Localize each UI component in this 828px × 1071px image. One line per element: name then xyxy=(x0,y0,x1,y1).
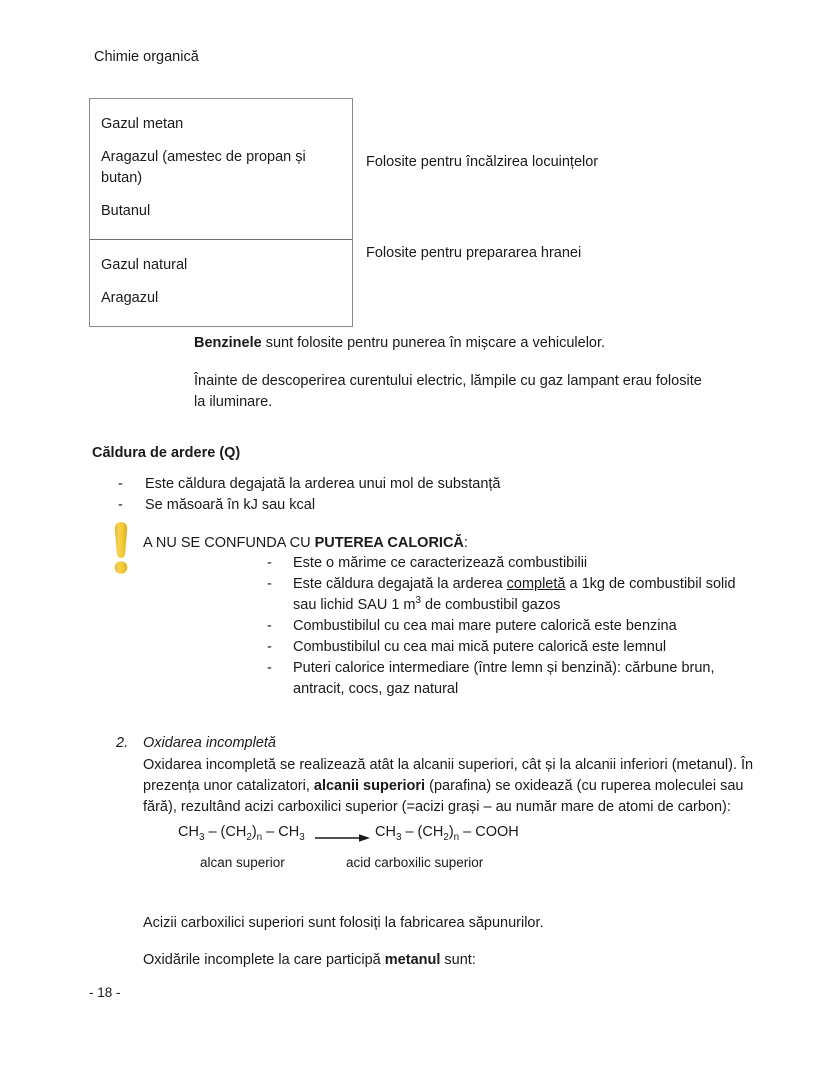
paragraph-oxidarile xyxy=(143,950,703,971)
heading-caldura-de-ardere: Căldura de ardere (Q) xyxy=(92,445,241,461)
warning-bullet-list xyxy=(267,553,757,700)
table-cell-item: Aragazul xyxy=(101,290,159,306)
section-title: Oxidarea incompletă xyxy=(143,735,276,751)
rich-text: Puteri calorice intermediare (între lemn și benzină): cărbune brun, antracit, cocs, gaz natural xyxy=(293,660,715,697)
list-item: - Este căldura degajată la arderea unui mol de substanță xyxy=(118,474,718,495)
warning-emphasis: PUTEREA CALORICĂ xyxy=(314,535,464,551)
list-item xyxy=(267,616,757,637)
list-item xyxy=(267,637,757,658)
rich-text: Este căldura degajată la arderea completă a 1kg de combustibil solid sau lichid SAU 1 $m^3$ de combustibil gazos xyxy=(293,576,736,613)
oxidarile-pre: Oxidările incomplete la care participă xyxy=(143,952,385,968)
usage-table xyxy=(89,98,353,327)
table-row xyxy=(90,99,352,240)
list-item: - Se măsoară în kJ sau kcal xyxy=(118,495,718,516)
table-note: Folosite pentru prepararea hranei xyxy=(366,245,582,261)
section-body-line1: Oxidarea incompletă se realizează atât la alcanii superiori, cât și la alcanii inferiori (metanul). xyxy=(143,757,737,773)
table-cell-item: Butanul xyxy=(101,203,151,219)
right-arrow-icon xyxy=(315,830,371,840)
reaction-label-left: alcan superior xyxy=(200,855,285,870)
alcanii-superiori-emphasis: alcanii superiori xyxy=(313,778,426,794)
warning-suffix: : xyxy=(463,535,468,551)
reaction-equation xyxy=(178,822,628,846)
paragraph-benzinele xyxy=(194,333,714,354)
intro-paragraphs xyxy=(194,333,714,413)
list-item xyxy=(267,553,757,574)
section-heading xyxy=(116,733,756,754)
oxidarile-post: sunt: xyxy=(440,952,476,968)
page-header: Chimie organică xyxy=(94,49,199,65)
page-number: - 18 - xyxy=(89,985,121,1000)
exclamation-mark-icon xyxy=(108,521,134,575)
table-cell-item: Gazul natural xyxy=(101,257,188,273)
metanul-emphasis: metanul xyxy=(384,952,441,968)
warning-text xyxy=(143,533,468,554)
list-item xyxy=(267,658,757,700)
reaction-labels xyxy=(178,854,628,874)
benzinele-rest: sunt folosite pentru punerea în mișcare a vehiculelor. xyxy=(261,335,606,351)
section-body-line2-post: (parafina) se oxidează (cu ruperea moleculei sau fără), rezultând acizi carboxilici superior (=acizi grași – au număr mare de atomi de carbon): xyxy=(143,778,744,815)
rich-text: Combustibilul cu cea mai mică putere calorică este lemnul xyxy=(293,639,667,655)
benzinele-emphasis: Benzinele xyxy=(194,335,262,351)
table-row xyxy=(90,240,352,326)
reaction-label-right: acid carboxilic superior xyxy=(346,855,484,870)
section-oxidarea-incompleta xyxy=(116,733,756,818)
warning-prefix: A NU SE CONFUNDA CU xyxy=(143,535,315,551)
section-number: 2. xyxy=(116,735,129,751)
section-body xyxy=(116,755,756,818)
rich-text: Combustibilul cu cea mai mare putere calorică este benzina xyxy=(293,618,677,634)
list-item xyxy=(267,574,757,616)
table-cell-item: Gazul metan xyxy=(101,116,184,132)
reaction-reactant: $CH_3 - (CH_2)_n - CH_3$ xyxy=(178,824,305,843)
closing-paragraphs xyxy=(143,913,703,987)
rich-text: Este o mărime ce caracterizează combustibilii xyxy=(293,555,588,571)
reaction-product: $CH_3 - (CH_2)_n$ – COOH xyxy=(375,824,519,843)
table-note: Folosite pentru încălzirea locuințelor xyxy=(366,154,599,170)
table-cell-item: Aragazul (amestec de propan și butan) xyxy=(101,149,306,186)
section-body-line2-pre: În prezența unor catalizatori, xyxy=(143,757,754,794)
paragraph-acizii: Acizii carboxilici superiori sunt folosiți la fabricarea săpunurilor. xyxy=(143,915,544,931)
paragraph-lampi: Înainte de descoperirea curentului electric, lămpile cu gaz lampant erau folosite la iluminare. xyxy=(194,373,702,410)
heat-bullet-list xyxy=(118,474,718,516)
